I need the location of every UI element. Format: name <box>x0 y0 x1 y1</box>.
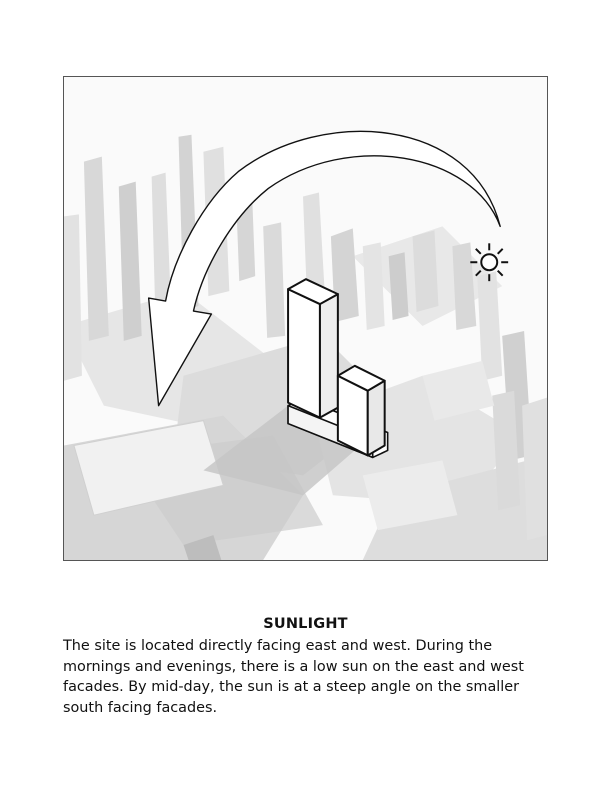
sunlight-diagram <box>63 76 548 561</box>
sun-icon <box>470 243 508 281</box>
caption-title: SUNLIGHT <box>263 616 348 632</box>
caption-body: The site is located directly facing east and west. During the mornings and evenings, there is a low sun on the east and west facades. By mid-day, the sun is at a steep angle on the smaller south facing facades. <box>63 638 524 716</box>
caption <box>63 616 548 718</box>
